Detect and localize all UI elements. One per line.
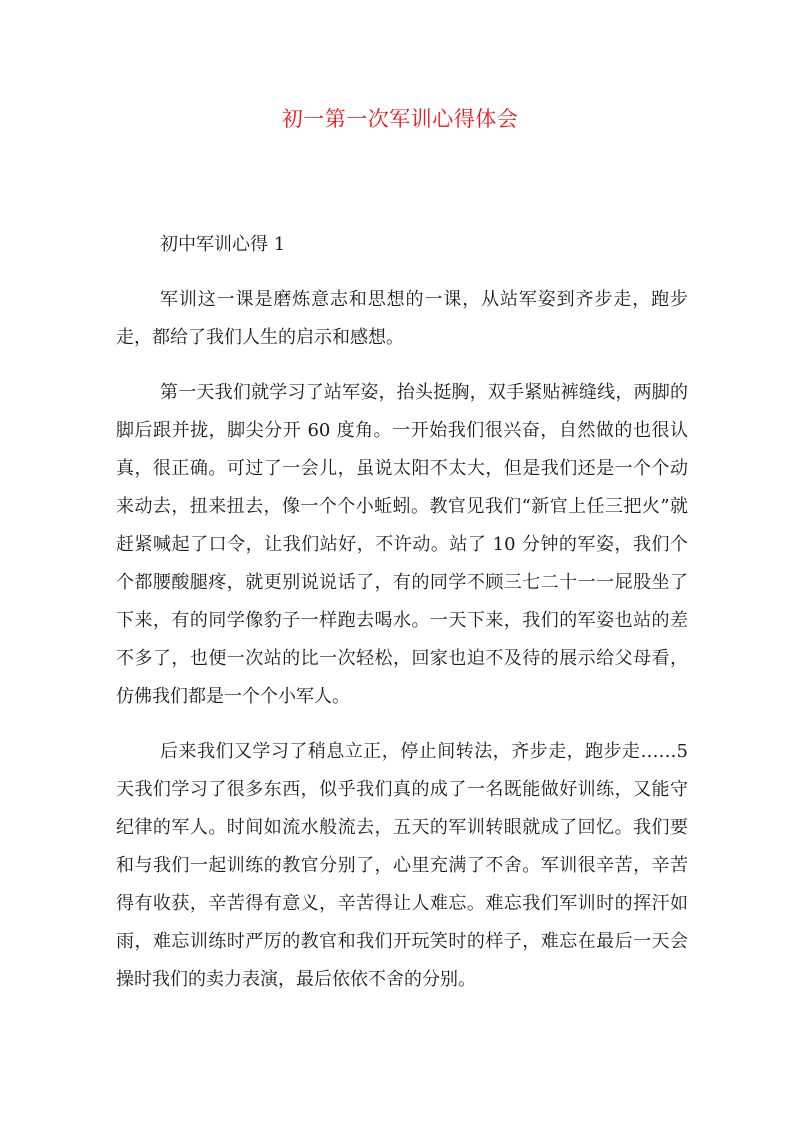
paragraph-3: 后来我们又学习了稍息立正，停止间转法，齐步走，跑步走……5 天我们学习了很多东西，似乎我们真的成了一名既能做好训练，又能守纪律的军人。时间如流水般流去，五天的军训转眼就成了回忆。我们要和与我们一起训练的教官分别了，心里充满了不舍。军训很辛苦，辛苦得有收获，辛苦得有意义，辛苦得让人难忘。难忘我们军训时的挥汗如雨，难忘训练时严厉的教官和我们开玩笑时的样子，难忘在最后一天会操时我们的卖力表演，最后依依不舍的分别。: [116, 741, 688, 990]
paragraph-1: 军训这一课是磨炼意志和思想的一课，从站军姿到齐步走，跑步走，都给了我们人生的启示和感想。: [116, 289, 688, 348]
document-title: 初一第一次军训心得体会: [281, 107, 519, 131]
section-heading: 初中军训心得 1: [160, 234, 286, 255]
paragraph-2: 第一天我们就学习了站军姿，抬头挺胸，双手紧贴裤缝线，两脚的脚后跟并拢，脚尖分开 60 度角。一开始我们很兴奋，自然做的也很认真，很正确。可过了一会儿，虽说太阳不太大，但是我们还是一个个动来动去，扭来扭去，像一个个小蚯蚓。教官见我们“新官上任三把火”就赶紧喊起了口令，让我们站好，不许动。站了 10 分钟的军姿，我们个个都腰酸腿疼，就更别说说话了，有的同学不顾三七二十一一屁股坐了下来，有的同学像豹子一样跑去喝水。一天下来，我们的军姿也站的差不多了，也便一次站的比一次轻松，回家也迫不及待的展示给父母看，仿佛我们都是一个个小军人。: [116, 382, 688, 707]
document-body: [116, 226, 688, 1016]
